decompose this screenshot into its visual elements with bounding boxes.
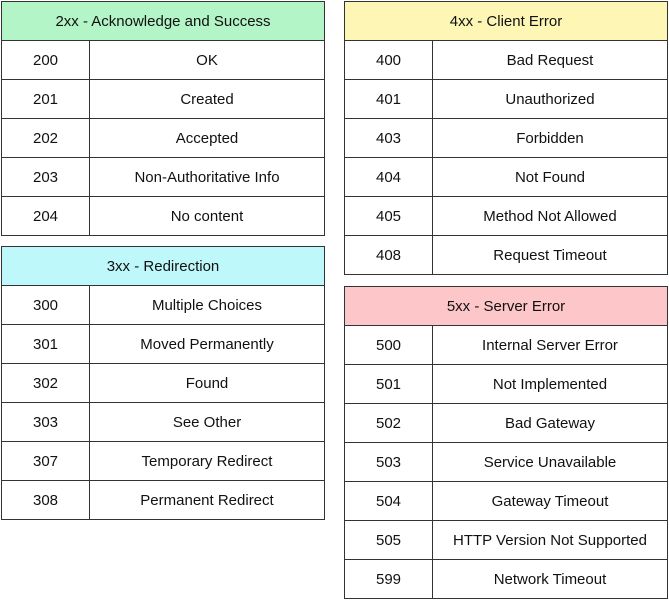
status-code: 405 bbox=[345, 197, 433, 236]
status-code: 301 bbox=[2, 325, 90, 364]
table-row bbox=[345, 158, 668, 197]
table-row bbox=[345, 119, 668, 158]
status-code: 501 bbox=[345, 365, 433, 404]
status-description: Forbidden bbox=[433, 119, 668, 158]
status-description: Multiple Choices bbox=[90, 286, 325, 325]
status-code: 308 bbox=[2, 481, 90, 520]
status-code: 599 bbox=[345, 560, 433, 599]
table-row bbox=[2, 364, 325, 403]
table-row bbox=[2, 403, 325, 442]
status-code: 302 bbox=[2, 364, 90, 403]
status-description: Internal Server Error bbox=[433, 326, 668, 365]
status-description: HTTP Version Not Supported bbox=[433, 521, 668, 560]
group-header: 2xx - Acknowledge and Success bbox=[2, 2, 325, 41]
status-code: 202 bbox=[2, 119, 90, 158]
status-description: Network Timeout bbox=[433, 560, 668, 599]
table-5xx bbox=[344, 286, 668, 599]
status-description: Permanent Redirect bbox=[90, 481, 325, 520]
status-code: 400 bbox=[345, 41, 433, 80]
status-code: 401 bbox=[345, 80, 433, 119]
table-row bbox=[345, 404, 668, 443]
group-header: 3xx - Redirection bbox=[2, 247, 325, 286]
table-row bbox=[345, 41, 668, 80]
table-row bbox=[2, 119, 325, 158]
table-row bbox=[2, 80, 325, 119]
table-row bbox=[2, 286, 325, 325]
status-description: Created bbox=[90, 80, 325, 119]
status-description: Service Unavailable bbox=[433, 443, 668, 482]
status-code: 200 bbox=[2, 41, 90, 80]
status-description: Not Implemented bbox=[433, 365, 668, 404]
status-description: OK bbox=[90, 41, 325, 80]
group-header: 5xx - Server Error bbox=[345, 287, 668, 326]
status-description: Gateway Timeout bbox=[433, 482, 668, 521]
status-description: Non-Authoritative Info bbox=[90, 158, 325, 197]
status-code: 300 bbox=[2, 286, 90, 325]
table-row bbox=[345, 521, 668, 560]
table-row bbox=[345, 326, 668, 365]
status-description: Temporary Redirect bbox=[90, 442, 325, 481]
status-code: 204 bbox=[2, 197, 90, 236]
status-description: Not Found bbox=[433, 158, 668, 197]
status-description: Bad Request bbox=[433, 41, 668, 80]
table-row bbox=[2, 442, 325, 481]
table-4xx bbox=[344, 1, 668, 275]
table-row bbox=[345, 197, 668, 236]
status-description: See Other bbox=[90, 403, 325, 442]
status-description: Accepted bbox=[90, 119, 325, 158]
status-description: Method Not Allowed bbox=[433, 197, 668, 236]
status-code: 503 bbox=[345, 443, 433, 482]
status-code: 404 bbox=[345, 158, 433, 197]
table-row bbox=[345, 482, 668, 521]
status-code: 504 bbox=[345, 482, 433, 521]
table-row bbox=[2, 481, 325, 520]
table-2xx bbox=[1, 1, 325, 236]
status-description: Request Timeout bbox=[433, 236, 668, 275]
status-code: 408 bbox=[345, 236, 433, 275]
table-row bbox=[345, 236, 668, 275]
status-code: 303 bbox=[2, 403, 90, 442]
status-code: 505 bbox=[345, 521, 433, 560]
status-code: 201 bbox=[2, 80, 90, 119]
table-row bbox=[2, 158, 325, 197]
status-description: Unauthorized bbox=[433, 80, 668, 119]
table-row bbox=[345, 80, 668, 119]
table-row bbox=[345, 365, 668, 404]
status-description: Found bbox=[90, 364, 325, 403]
status-description: Moved Permanently bbox=[90, 325, 325, 364]
table-3xx bbox=[1, 246, 325, 520]
status-description: Bad Gateway bbox=[433, 404, 668, 443]
status-code: 203 bbox=[2, 158, 90, 197]
table-row bbox=[2, 41, 325, 80]
status-code: 307 bbox=[2, 442, 90, 481]
table-row bbox=[2, 197, 325, 236]
status-code: 502 bbox=[345, 404, 433, 443]
status-description: No content bbox=[90, 197, 325, 236]
table-row bbox=[345, 443, 668, 482]
status-code: 500 bbox=[345, 326, 433, 365]
table-row bbox=[2, 325, 325, 364]
status-code: 403 bbox=[345, 119, 433, 158]
group-header: 4xx - Client Error bbox=[345, 2, 668, 41]
table-row bbox=[345, 560, 668, 599]
